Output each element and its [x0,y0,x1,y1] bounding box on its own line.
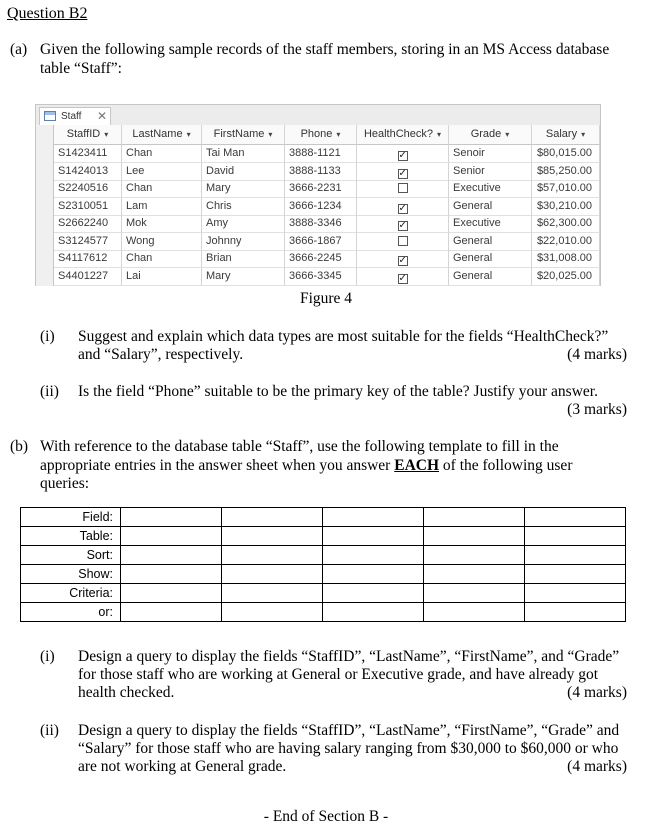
column-header-label: Salary [545,128,578,140]
cell-staff-id[interactable]: S4401227 [54,268,122,286]
cell-grade[interactable]: Executive [449,215,532,233]
close-icon[interactable]: ✕ [97,109,108,123]
checkbox-checked-icon[interactable]: ✓ [398,202,407,214]
column-header-phone[interactable] [285,125,357,145]
cell-phone[interactable]: 3888-1133 [285,163,357,181]
cell-phone[interactable]: 3666-2231 [285,180,357,198]
b-ii-line-2: “Salary” for those staff who are having salary ranging from $30,000 to $60,000 or who [78,740,619,757]
cell-salary[interactable]: $20,025.00 [532,268,600,286]
cell-grade[interactable]: General [449,268,532,286]
column-header-label: LastName [132,128,183,140]
row-selector[interactable] [36,145,54,163]
cell-health-check[interactable] [357,268,449,286]
cell-grade[interactable]: General [449,233,532,251]
template-empty-cell [424,527,525,546]
checkbox-checked-icon[interactable]: ✓ [398,167,407,179]
template-empty-cell [222,508,323,527]
row-selector[interactable] [36,233,54,251]
template-empty-cell [222,603,323,622]
cell-staff-id[interactable]: S2662240 [54,215,122,233]
template-empty-cell [525,527,626,546]
template-row-label: Show: [21,565,121,584]
each-emphasis: EACH [394,457,440,474]
cell-last-name[interactable]: Chan [122,145,202,163]
b-i-label: (i) [40,648,55,665]
cell-first-name[interactable]: Mary [202,268,285,286]
cell-last-name[interactable]: Chan [122,180,202,198]
query-template-grid [20,507,626,622]
part-b-line-2-pre: appropriate entries in the answer sheet when you answer [40,457,395,474]
row-selector[interactable] [36,268,54,286]
cell-first-name[interactable]: Mary [202,180,285,198]
dropdown-arrow-icon[interactable]: ▾ [186,130,191,139]
b-ii-marks: (4 marks) [567,758,627,775]
column-header-grade[interactable] [449,125,532,145]
cell-first-name[interactable]: Tai Man [202,145,285,163]
template-empty-cell [424,546,525,565]
row-selector[interactable] [36,163,54,181]
cell-last-name[interactable]: Chan [122,250,202,268]
column-header-label: Grade [470,128,502,140]
part-b-line-3: queries: [40,475,90,492]
column-header-staff-id[interactable] [54,125,122,145]
cell-staff-id[interactable]: S1424013 [54,163,122,181]
cell-phone[interactable]: 3888-3346 [285,215,357,233]
row-selector[interactable] [36,198,54,216]
figure-caption: Figure 4 [299,290,353,307]
select-all-corner[interactable] [36,125,54,145]
part-b-line-2 [40,457,572,476]
cell-health-check[interactable] [357,215,449,233]
column-header-first-name[interactable] [202,125,285,145]
checkbox-checked-icon[interactable]: ✓ [398,150,407,161]
template-empty-cell [323,584,424,603]
cell-health-check[interactable] [357,250,449,268]
cell-health-check[interactable] [357,233,449,251]
cell-salary[interactable]: $30,210.00 [532,198,600,216]
template-row [21,546,626,565]
cell-last-name[interactable]: Lai [122,268,202,286]
cell-grade[interactable]: General [449,198,532,216]
cell-last-name[interactable]: Wong [122,233,202,251]
cell-health-check[interactable] [357,145,449,163]
cell-grade[interactable]: Senoir [449,145,532,163]
template-empty-cell [323,565,424,584]
template-empty-cell [121,546,222,565]
template-row [21,508,626,527]
cell-health-check[interactable] [357,163,449,181]
template-empty-cell [525,603,626,622]
row-selector[interactable] [36,180,54,198]
column-header-last-name[interactable] [122,125,202,145]
template-empty-cell [121,565,222,584]
template-empty-cell [222,546,323,565]
cell-last-name[interactable]: Lee [122,163,202,181]
row-selector[interactable] [36,215,54,233]
cell-staff-id[interactable]: S2310051 [54,198,122,216]
tab-strip [36,105,600,126]
a-ii-marks: (3 marks) [567,401,627,418]
template-empty-cell [525,546,626,565]
a-i-label: (i) [40,328,55,345]
cell-first-name[interactable]: Johnny [202,233,285,251]
cell-phone[interactable]: 3888-1121 [285,145,357,163]
cell-staff-id[interactable]: S4117612 [54,250,122,268]
template-row-label: Table: [21,527,121,546]
template-row-label: or: [21,603,121,622]
part-b-label: (b) [10,438,29,455]
checkbox-unchecked-icon[interactable] [398,183,408,193]
cell-salary[interactable]: $31,008.00 [532,250,600,268]
template-empty-cell [222,584,323,603]
dropdown-arrow-icon[interactable]: ▾ [268,130,273,139]
cell-phone[interactable]: 3666-3345 [285,268,357,286]
b-i-marks: (4 marks) [567,684,627,701]
cell-last-name[interactable]: Lam [122,198,202,216]
template-empty-cell [525,508,626,527]
cell-health-check[interactable] [357,180,449,198]
template-empty-cell [222,527,323,546]
column-header-label: StaffID [66,128,101,140]
access-datasheet [35,104,601,286]
checkbox-checked-icon[interactable]: ✓ [398,272,407,284]
template-row [21,565,626,584]
template-empty-cell [121,584,222,603]
tab-staff[interactable] [39,107,111,126]
cell-first-name[interactable]: David [202,163,285,181]
template-empty-cell [323,603,424,622]
a-i-line-1: Suggest and explain which data types are most suitable for the fields “HealthCheck?” [78,328,609,345]
b-ii-line-1: Design a query to display the fields “StaffID”, “LastName”, “FirstName”, “Grade” and [78,722,620,739]
dropdown-arrow-icon[interactable]: ▾ [581,130,586,139]
template-empty-cell [121,508,222,527]
cell-staff-id[interactable]: S1423411 [54,145,122,163]
template-row [21,603,626,622]
cell-phone[interactable]: 3666-1234 [285,198,357,216]
a-i-line-2: and “Salary”, respectively. [78,346,244,363]
cell-salary[interactable]: $22,010.00 [532,233,600,251]
template-empty-cell [525,565,626,584]
cell-first-name[interactable]: Amy [202,215,285,233]
cell-first-name[interactable]: Chris [202,198,285,216]
b-ii-line-3: are not working at General grade. [78,758,287,775]
end-of-section: - End of Section B - [263,808,389,825]
question-title: Question B2 [7,5,88,22]
b-ii-label: (ii) [40,722,59,739]
cell-salary[interactable]: $85,250.00 [532,163,600,181]
template-empty-cell [121,527,222,546]
b-i-line-2: for those staff who are working at General or Executive grade, and have already got [78,666,599,683]
cell-salary[interactable]: $80,015.00 [532,145,600,163]
template-row-label: Field: [21,508,121,527]
column-header-label: Phone [300,128,333,140]
template-empty-cell [424,508,525,527]
part-a-line-1: Given the following sample records of the staff members, storing in an MS Access database [40,41,610,58]
cell-staff-id[interactable]: S3124577 [54,233,122,251]
template-empty-cell [323,508,424,527]
template-empty-cell [424,565,525,584]
template-row-label: Sort: [21,546,121,565]
template-empty-cell [323,546,424,565]
template-empty-cell [525,584,626,603]
a-ii-line-1: Is the field “Phone” suitable to be the primary key of the table? Justify your answer. [78,383,598,400]
column-header-label: HealthCheck? [363,128,434,140]
table-icon [44,111,56,121]
cell-grade[interactable]: Executive [449,180,532,198]
column-header-label: FirstName [213,128,265,140]
checkbox-checked-icon[interactable]: ✓ [398,220,407,231]
cell-staff-id[interactable]: S2240516 [54,180,122,198]
template-row [21,527,626,546]
cell-grade[interactable]: Senior [449,163,532,181]
row-selector[interactable] [36,250,54,268]
cell-grade[interactable]: General [449,250,532,268]
dropdown-arrow-icon[interactable]: ▾ [336,130,341,139]
template-empty-cell [121,603,222,622]
cell-phone[interactable]: 3666-1867 [285,233,357,251]
part-a-line-2: table “Staff”: [40,60,122,77]
dropdown-arrow-icon[interactable]: ▾ [505,130,510,139]
template-empty-cell [424,603,525,622]
dropdown-arrow-icon[interactable]: ▾ [104,130,109,139]
tab-label: Staff [61,111,82,122]
column-header-salary[interactable] [532,125,600,145]
part-b-line-1: With reference to the database table “Staff”, use the following template to fill in the [40,438,559,455]
cell-last-name[interactable]: Mok [122,215,202,233]
a-i-marks: (4 marks) [567,346,627,363]
b-i-line-3: health checked. [78,684,175,701]
checkbox-checked-icon[interactable]: ✓ [398,255,407,266]
checkbox-unchecked-icon[interactable] [398,236,408,246]
cell-salary[interactable]: $57,010.00 [532,180,600,198]
b-i-line-1: Design a query to display the fields “StaffID”, “LastName”, “FirstName”, and “Grade” [78,648,620,665]
cell-first-name[interactable]: Brian [202,250,285,268]
cell-phone[interactable]: 3666-2245 [285,250,357,268]
dropdown-arrow-icon[interactable]: ▾ [437,130,442,139]
template-row [21,584,626,603]
column-header-health-check[interactable] [357,125,449,145]
template-empty-cell [222,565,323,584]
cell-health-check[interactable] [357,198,449,216]
template-empty-cell [323,527,424,546]
part-a-label: (a) [10,41,28,58]
a-ii-label: (ii) [40,383,59,400]
template-row-label: Criteria: [21,584,121,603]
template-empty-cell [424,584,525,603]
cell-salary[interactable]: $62,300.00 [532,215,600,233]
part-b-line-2-post: of the following user [439,457,573,474]
